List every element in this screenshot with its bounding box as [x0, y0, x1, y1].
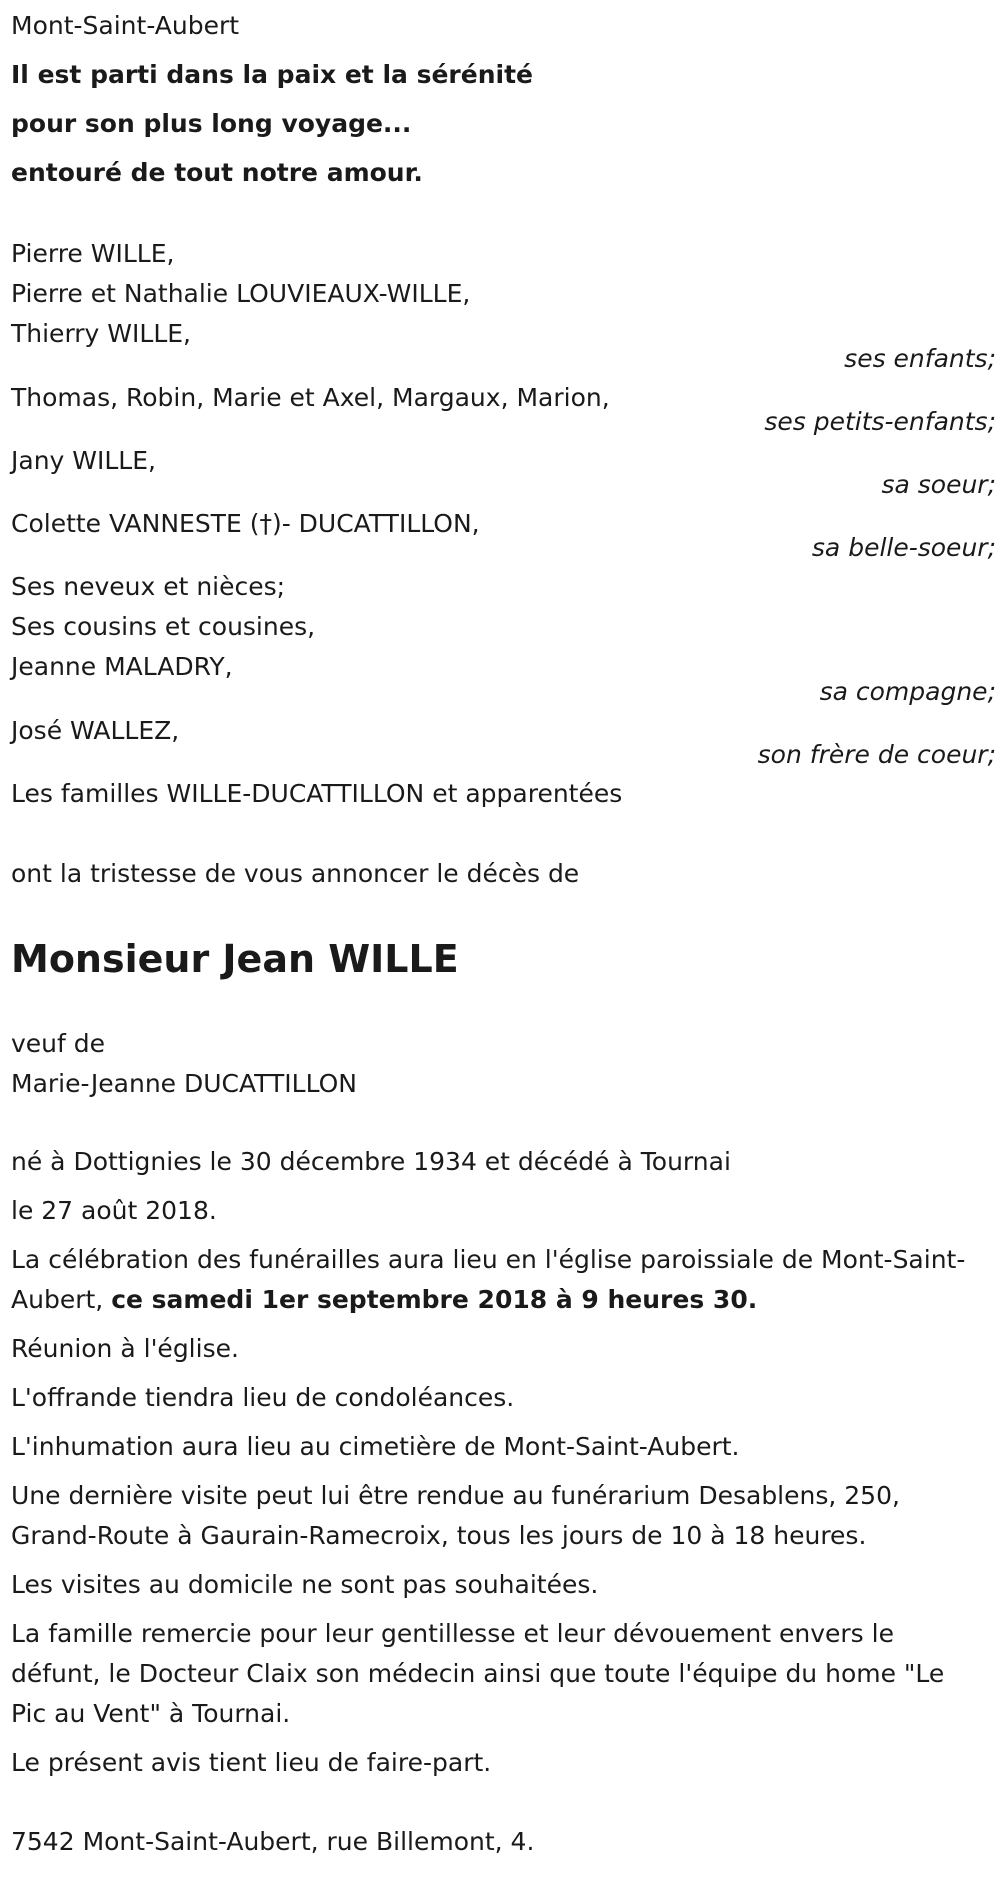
- no-home-visits: Les visites au domicile ne sont pas souhaitées.: [11, 1570, 599, 1599]
- sister-block: [11, 441, 996, 481]
- sister-in-law-role: sa belle-soeur;: [811, 533, 996, 562]
- deceased-block: [11, 933, 996, 985]
- funeral-paragraph: [11, 1240, 971, 1320]
- verse-line-3: entouré de tout notre amour.: [11, 158, 423, 187]
- address-block: [11, 1822, 996, 1862]
- child-1: Pierre WILLE,: [11, 239, 175, 268]
- address: 7542 Mont-Saint-Aubert, rue Billemont, 4.: [11, 1827, 535, 1856]
- verse-line-1: Il est parti dans la paix et la sérénité: [11, 60, 533, 89]
- grandchildren-role: ses petits-enfants;: [764, 407, 996, 436]
- children-role: ses enfants;: [844, 344, 996, 373]
- announcement: ont la tristesse de vous annoncer le décès de: [11, 859, 580, 888]
- verse-line-2: pour son plus long voyage...: [11, 109, 412, 138]
- grandchildren: Thomas, Robin, Marie et Axel, Margaux, Marion,: [11, 383, 610, 412]
- details-block: [11, 1142, 971, 1783]
- header-block: [11, 6, 996, 193]
- companion: Jeanne MALADRY,: [11, 652, 233, 681]
- heart-brother-role: son frère de coeur;: [757, 740, 996, 769]
- place-header: Mont-Saint-Aubert: [11, 11, 240, 40]
- cousins: Ses cousins et cousines,: [11, 612, 316, 641]
- deceased-name: Monsieur Jean WILLE: [11, 937, 459, 981]
- meeting: Réunion à l'église.: [11, 1334, 239, 1363]
- child-2: Pierre et Nathalie LOUVIEAUX-WILLE,: [11, 279, 471, 308]
- heart-brother: José WALLEZ,: [11, 716, 180, 745]
- funeral-intro: La célébration des funérailles aura lieu en l'église paroissiale de Mont-Saint-Aubert,: [11, 1245, 966, 1314]
- funeral-date: ce samedi 1er septembre 2018 à 9 heures 30.: [111, 1285, 758, 1314]
- birth-death-line-1: né à Dottignies le 30 décembre 1934 et décédé à Tournai: [11, 1147, 731, 1176]
- child-3: Thierry WILLE,: [11, 319, 191, 348]
- birth-death-line-2: le 27 août 2018.: [11, 1196, 217, 1225]
- sister: Jany WILLE,: [11, 446, 156, 475]
- families: Les familles WILLE-DUCATTILLON et apparentées: [11, 779, 623, 808]
- announcement-block: [11, 854, 996, 894]
- sister-in-law: Colette VANNESTE (†)- DUCATTILLON,: [11, 509, 480, 538]
- sister-role: sa soeur;: [881, 470, 996, 499]
- late-wife-name: Marie-Jeanne DUCATTILLON: [11, 1069, 357, 1098]
- others-block: [11, 567, 996, 687]
- offering: L'offrande tiendra lieu de condoléances.: [11, 1383, 515, 1412]
- nephews-nieces: Ses neveux et nièces;: [11, 572, 286, 601]
- companion-role: sa compagne;: [819, 677, 996, 706]
- widower-block: [11, 1024, 996, 1104]
- burial: L'inhumation aura lieu au cimetière de Mont-Saint-Aubert.: [11, 1432, 740, 1461]
- families-block: [11, 774, 996, 814]
- family-block: [11, 234, 996, 354]
- widower-of: veuf de: [11, 1029, 106, 1058]
- visit-info: Une dernière visite peut lui être rendue au funérarium Desablens, 250, Grand-Route à Gaurain-Ramecroix, tous les jours de 10 à 18 heures.: [11, 1481, 900, 1550]
- notice: Le présent avis tient lieu de faire-part.: [11, 1748, 492, 1777]
- thanks: La famille remercie pour leur gentillesse et leur dévouement envers le défunt, le Docteur Claix son médecin ainsi que toute l'équipe du home "Le Pic au Vent" à Tournai.: [11, 1619, 945, 1728]
